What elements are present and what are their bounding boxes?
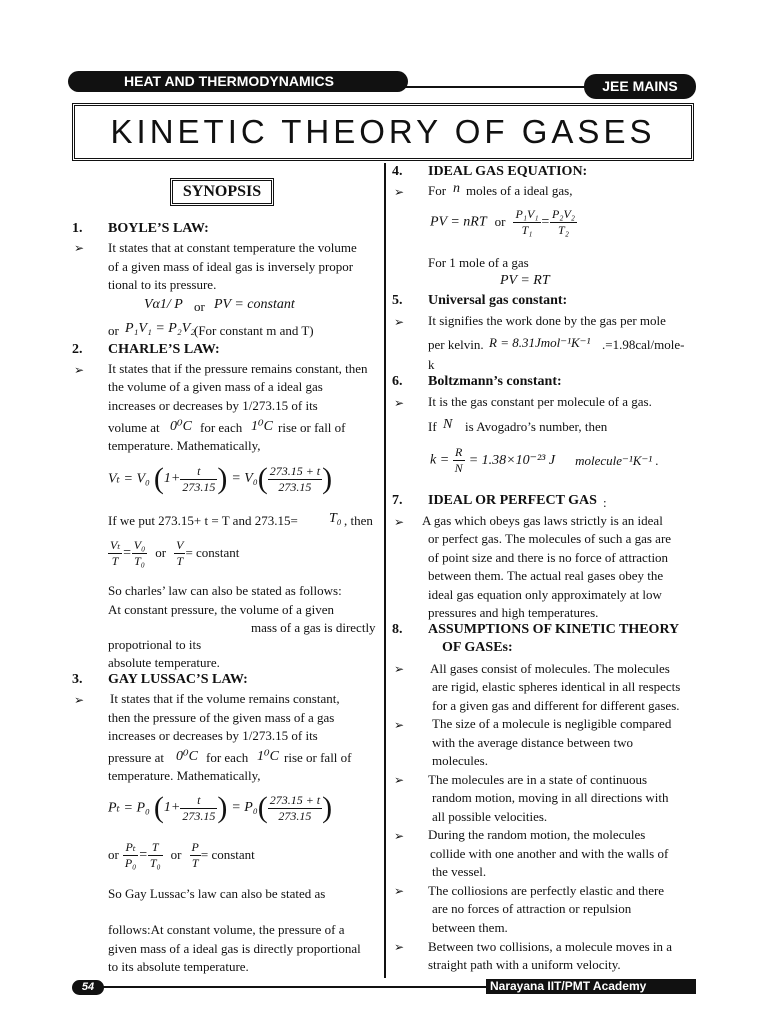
- connector-text: or: [194, 299, 205, 314]
- body-line-mid: for each: [200, 420, 243, 435]
- ratio-denominator: T: [111, 554, 119, 568]
- body-line: The molecules are in a state of continuous: [428, 772, 648, 787]
- connector-text: or: [108, 847, 119, 863]
- equals-sign: =: [138, 847, 148, 863]
- eq-denominator: 273.15: [182, 479, 216, 494]
- body-line: to its absolute temperature.: [108, 959, 249, 974]
- inline-math: 1⁰C: [251, 419, 273, 434]
- body-line: all possible velocities.: [432, 809, 548, 824]
- ratio-denominator: T₀: [149, 856, 161, 870]
- body-line: propotrional to its: [108, 637, 202, 652]
- body-line: between them.: [432, 920, 508, 935]
- body-line: mass of a gas is directly: [251, 620, 376, 635]
- heading-colon: :: [603, 495, 607, 510]
- body-line: the vessel.: [432, 864, 487, 879]
- constant-label: = constant: [200, 847, 255, 863]
- ratio-numerator: V₀: [133, 538, 146, 552]
- eq-fraction: [180, 464, 217, 495]
- body-line-prefix: For: [428, 183, 447, 198]
- section-number: 4.: [392, 164, 403, 179]
- section-heading: GAY LUSSAC’S LAW:: [108, 672, 248, 687]
- eq-numerator: t: [180, 793, 217, 809]
- ratio-fraction: [174, 538, 185, 569]
- ratio-denominator: P₀: [124, 856, 137, 870]
- subject-banner: [68, 71, 408, 92]
- ratio-numerator: Vₜ: [110, 538, 121, 552]
- equation: Vα1/ P: [144, 297, 183, 312]
- body-line: temperature. Mathematically,: [108, 438, 261, 453]
- bullet-icon: ➢: [74, 241, 85, 255]
- bracket-open: (: [153, 791, 164, 824]
- bullet-icon: ➢: [394, 940, 405, 954]
- bullet-icon: ➢: [74, 363, 85, 377]
- inline-math: 1⁰C: [257, 749, 279, 764]
- ratio-denominator: T₀: [134, 554, 145, 568]
- constant-unit: molecule⁻¹K⁻¹ .: [575, 452, 659, 468]
- section-heading: BOYLE’S LAW:: [108, 221, 209, 236]
- bullet-icon: ➢: [394, 185, 405, 199]
- body-line: the volume of a given mass of a ideal gas: [108, 379, 323, 394]
- body-line: follows:At constant volume, the pressure of a: [108, 922, 345, 937]
- bracket-close: ): [322, 791, 333, 824]
- body-line: or perfect gas. The molecules of such a gas are: [428, 531, 672, 546]
- section-heading: IDEAL GAS EQUATION:: [428, 164, 588, 179]
- equation: PV = constant: [214, 297, 295, 312]
- body-line: So charles’ law can also be stated as follows:: [108, 583, 342, 598]
- body-line: of point size and there is no force of attraction: [428, 550, 669, 565]
- eq-denominator: 273.15: [278, 479, 312, 494]
- eq-mid: = P₀: [231, 800, 258, 815]
- body-line: straight path with a uniform velocity.: [428, 957, 621, 972]
- ratio-numerator: V: [176, 538, 184, 552]
- ratio-denominator: T₂: [558, 223, 569, 237]
- section-heading: Universal gas constant:: [428, 293, 568, 308]
- connector-text: or: [170, 847, 182, 863]
- exam-badge: [584, 74, 696, 99]
- section-number: 1.: [72, 221, 83, 236]
- inline-math: 0⁰C: [176, 749, 198, 764]
- bracket-close: ): [322, 462, 333, 495]
- body-line-prefix: per kelvin.: [428, 337, 484, 352]
- bracket-open: (: [257, 791, 268, 824]
- eq-denominator: 273.15: [182, 808, 216, 823]
- ratio-denominator: T: [191, 856, 199, 870]
- section-number: 2.: [72, 342, 83, 357]
- boltzmann-equation: [430, 445, 659, 476]
- ratio-denominator: T: [176, 554, 184, 568]
- body-line: for a given gas and different for different gases.: [432, 698, 680, 713]
- ratio-denominator: T₁: [521, 223, 533, 237]
- synopsis-label: SYNOPSIS: [182, 183, 262, 200]
- exam-label: JEE MAINS: [602, 78, 678, 94]
- body-line: It signifies the work done by the gas per mole: [428, 313, 666, 328]
- eq-denominator: 273.15: [278, 808, 312, 823]
- ratio-fraction: [148, 840, 163, 871]
- eq-numerator: t: [180, 464, 217, 480]
- subject-label: HEAT AND THERMODYNAMICS: [124, 73, 334, 89]
- eq-one: 1+: [163, 471, 181, 486]
- synopsis-box: [170, 178, 274, 206]
- body-line: random motion, moving in all directions with: [432, 790, 669, 805]
- section-number: 7.: [392, 493, 403, 508]
- bullet-icon: ➢: [394, 718, 405, 732]
- equation: P₁V₁ = P₂V₂: [125, 321, 196, 336]
- inline-math: N: [443, 417, 453, 432]
- eq-one: 1+: [163, 800, 181, 815]
- publisher-name: Narayana IIT/PMT Academy: [490, 979, 647, 993]
- bullet-icon: ➢: [394, 884, 405, 898]
- body-line: The size of a molecule is negligible compared: [432, 716, 672, 731]
- body-line: increases or decreases by 1/273.15 of its: [108, 398, 318, 413]
- ideal-gas-equation: [430, 207, 577, 238]
- ratio-numerator: P₁V₁: [515, 207, 539, 221]
- body-line-suffix: moles of a ideal gas,: [466, 183, 573, 198]
- eq-lhs: Pₜ = P₀: [108, 800, 150, 816]
- section-heading-cont: OF GASEs:: [442, 640, 513, 655]
- ratio-numerator: R: [453, 445, 465, 461]
- charles-equation: [108, 462, 332, 506]
- ratio-fraction: [513, 207, 540, 238]
- bracket-close: ): [217, 462, 228, 495]
- bullet-icon: ➢: [394, 396, 405, 410]
- constant-label: = constant: [185, 545, 240, 561]
- bracket-open: (: [153, 462, 164, 495]
- body-line: All gases consist of molecules. The molecules: [430, 661, 670, 676]
- body-line-prefix: If we put 273.15+ t = T and 273.15=: [108, 513, 298, 528]
- body-line: It states that if the volume remains constant,: [110, 691, 340, 706]
- body-line-suffix: is Avogadro’s number, then: [465, 419, 608, 434]
- body-line: tional to its pressure.: [108, 277, 217, 292]
- body-line: For 1 mole of a gas: [428, 255, 529, 270]
- page-number: 54: [81, 981, 95, 993]
- section-number: 6.: [392, 374, 403, 389]
- bullet-icon: ➢: [74, 693, 85, 707]
- body-line: are rigid, elastic spheres identical in all respects: [432, 679, 681, 694]
- body-line-suffix: rise or fall of: [278, 420, 346, 435]
- body-line: The colliosions are perfectly elastic and there: [428, 883, 665, 898]
- body-line-suffix: rise or fall of: [284, 750, 352, 765]
- ratio-fraction: [123, 840, 139, 871]
- ratio-fraction: [190, 840, 201, 871]
- bracket-close: ): [217, 791, 228, 824]
- equals-sign: =: [540, 214, 550, 230]
- body-line: with the average distance between two: [432, 735, 634, 750]
- body-line: ideal gas equation only approximately at low: [428, 587, 662, 602]
- bullet-icon: ➢: [394, 773, 405, 787]
- eq-lhs: Vₜ = V₀: [108, 471, 150, 487]
- eq-lhs: k: [430, 452, 437, 468]
- gaylussac-ratio: [108, 840, 255, 871]
- eq-fraction: [268, 464, 322, 495]
- body-line-prefix: pressure at: [108, 750, 164, 765]
- section-heading: ASSUMPTIONS OF KINETIC THEORY: [428, 622, 680, 637]
- inline-math: R = 8.31Jmol⁻¹K⁻¹: [489, 335, 591, 350]
- body-line: absolute temperature.: [108, 655, 220, 670]
- body-line: are no forces of attraction or repulsion: [432, 901, 632, 916]
- section-heading: IDEAL OR PERFECT GAS: [428, 493, 597, 508]
- section-number: 5.: [392, 293, 403, 308]
- body-line-mid: for each: [206, 750, 249, 765]
- chapter-title-text: KINETIC THEORY OF GASES: [110, 113, 656, 150]
- ratio-fraction: [550, 207, 577, 238]
- gaylussac-equation: [108, 791, 332, 835]
- column-divider: [384, 163, 386, 978]
- chapter-title: [72, 103, 694, 161]
- bracket-open: (: [257, 462, 268, 495]
- bullet-icon: ➢: [394, 315, 405, 329]
- inline-math: 0⁰C: [170, 419, 192, 434]
- ratio-fraction: [108, 538, 122, 569]
- body-line: between them. The actual real gases obey the: [428, 568, 664, 583]
- publisher-banner: [486, 979, 696, 994]
- body-line: It states that at constant temperature the volume: [108, 240, 357, 255]
- section-heading: Boltzmann’s constant:: [428, 374, 562, 389]
- body-line: k: [428, 357, 435, 372]
- section-number: 8.: [392, 622, 403, 637]
- ratio-numerator: P: [191, 840, 199, 854]
- body-line-suffix: .=1.98cal/mole-: [602, 337, 685, 352]
- body-line: increases or decreases by 1/273.15 of its: [108, 728, 318, 743]
- constant-value: = 1.38×10⁻²³ J: [468, 453, 556, 468]
- ratio-fraction: [132, 538, 148, 569]
- eq-mid: = V₀: [231, 471, 258, 486]
- body-line-suffix: , then: [344, 513, 373, 528]
- ratio-denominator: N: [454, 461, 463, 475]
- body-line: At constant pressure, the volume of a given: [108, 602, 334, 617]
- section-number: 3.: [72, 672, 83, 687]
- equation-note: (For constant m and T): [194, 323, 314, 338]
- footer-rule: [100, 986, 486, 988]
- body-line: pressures and high temperatures.: [428, 605, 599, 620]
- body-line: of a given mass of ideal gas is inversely propor: [108, 259, 354, 274]
- ratio-fraction: [453, 445, 465, 476]
- body-line: It is the gas constant per molecule of a gas.: [428, 394, 652, 409]
- bullet-icon: ➢: [394, 662, 405, 676]
- body-line-prefix: If: [428, 419, 437, 434]
- equals-sign: =: [436, 452, 453, 468]
- eq-fraction: [268, 793, 322, 824]
- inline-math: n: [453, 181, 460, 196]
- ratio-numerator: T: [148, 840, 163, 856]
- charles-ratio: [108, 538, 239, 569]
- inline-math: T₀: [329, 511, 342, 526]
- eq-numerator: 273.15 + t: [269, 792, 321, 807]
- body-line: molecules.: [432, 753, 488, 768]
- ratio-numerator: Pₜ: [123, 840, 139, 856]
- connector-text: or: [155, 545, 167, 561]
- body-line: collide with one another and with the walls of: [430, 846, 669, 861]
- body-line: So Gay Lussac’s law can also be stated as: [108, 886, 326, 901]
- connector-text: or: [494, 214, 506, 230]
- connector-text: or: [108, 323, 119, 338]
- bullet-icon: ➢: [394, 829, 405, 843]
- body-line: A gas which obeys gas laws strictly is an ideal: [422, 513, 663, 528]
- body-line: given mass of a ideal gas is directly proportional: [108, 941, 361, 956]
- eq-numerator: 273.15 + t: [269, 463, 321, 478]
- body-line: It states that if the pressure remains constant, then: [108, 361, 368, 376]
- equation: PV = RT: [500, 273, 550, 288]
- header-rule: [400, 86, 590, 88]
- body-line: then the pressure of the given mass of a gas: [108, 710, 335, 725]
- body-line: During the random motion, the molecules: [428, 827, 646, 842]
- bullet-icon: ➢: [394, 515, 405, 529]
- equals-sign: =: [122, 545, 132, 561]
- eq-fraction: [180, 793, 217, 824]
- body-line-prefix: volume at: [108, 420, 160, 435]
- section-heading: CHARLE’S LAW:: [108, 342, 220, 357]
- eq-lhs: PV = nRT: [430, 214, 487, 230]
- ratio-numerator: P₂V₂: [551, 207, 575, 221]
- body-line: Between two collisions, a molecule moves in a: [428, 939, 673, 954]
- body-line: temperature. Mathematically,: [108, 768, 261, 783]
